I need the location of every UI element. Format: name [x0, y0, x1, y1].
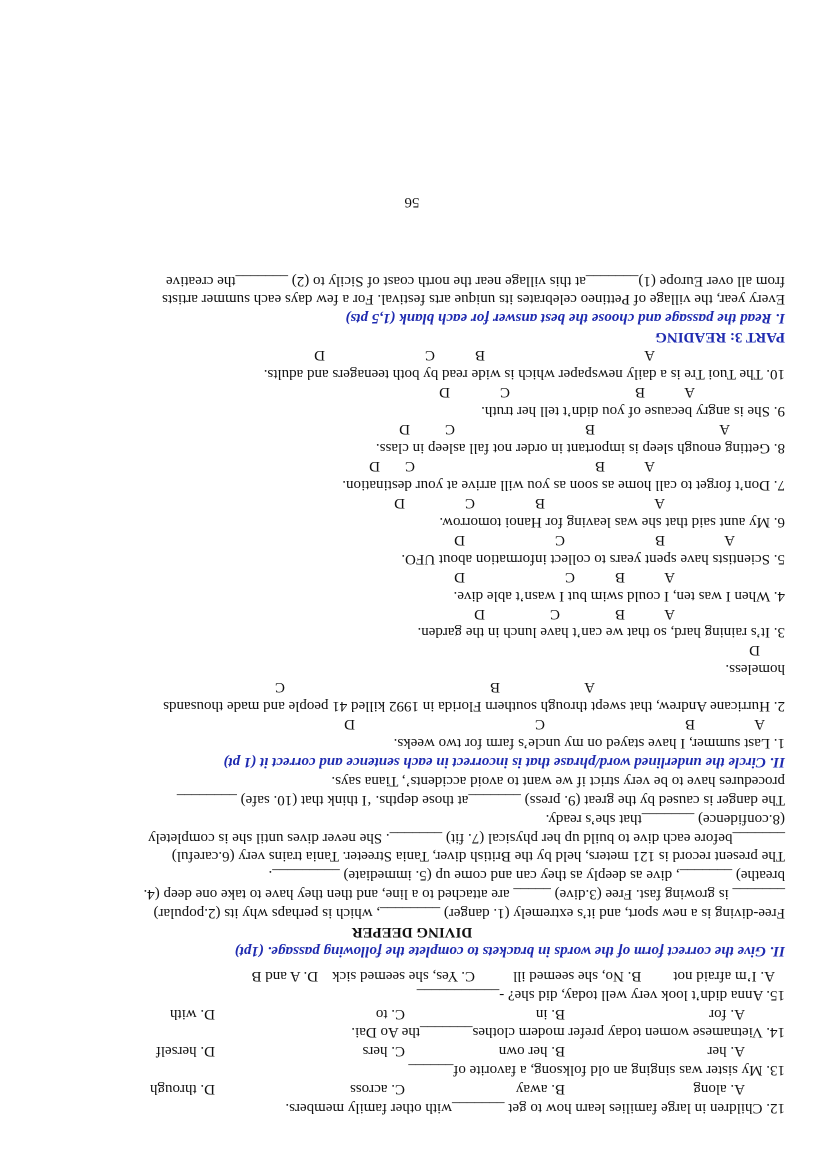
diving-passage — [39, 771, 785, 922]
letter: C — [549, 605, 560, 622]
error-sentence-8: 8. Getting enough sleep is important in order not fall asleep in class. — [375, 439, 785, 456]
letter: B — [634, 384, 645, 401]
letter: C — [444, 421, 455, 438]
letter: C — [464, 494, 475, 511]
letter: B — [474, 347, 485, 364]
passage-line: from all over Europe (1)_______at this village near the north coast of Sicily to (2) _______the creative — [166, 272, 785, 289]
letter: B — [594, 457, 605, 474]
question-13-options — [39, 1041, 785, 1060]
letter: C — [499, 384, 510, 401]
section-word-form-header: II. Give the correct form of the words in brackets to complete the following passage. (1pt) — [234, 942, 785, 959]
answer-letters — [39, 605, 785, 623]
error-sentence-10: 10. The Tuoi Tre is a daily newspaper which is wide read by both teenagers and adults. — [263, 366, 785, 383]
passage-line: (8.confidence) _______that she’s ready. — [545, 810, 785, 827]
question-14: 14. Vietnamese women today prefer modern clothes_______the Ao Dai. — [351, 1024, 785, 1041]
letter: D — [749, 642, 760, 659]
passage-title: DIVING DEEPER — [351, 923, 473, 940]
section-reading-header: I. Read the passage and choose the best answer for each blank (1,5 pts) — [345, 310, 785, 327]
letter: C — [534, 716, 545, 733]
letter: C — [424, 347, 435, 364]
passage-line: The present record is 121 meters, held by the British diver, Tania Streeter. Tania trains very (6.careful) — [171, 848, 785, 865]
letter: A — [664, 605, 675, 622]
answer-letters — [39, 678, 785, 696]
passage-line: _______ is growing fast. Free (3.dive) _____ are attached to a line, and then they have to take one deep (4. — [143, 886, 785, 903]
option: A. for — [709, 1005, 745, 1022]
question-13: 13. My sister was singing an old folksong, a favorite of______ — [408, 1062, 785, 1079]
section-error-header: II. Circle the underlined word/phrase that is incorrect in each sentence and correct it (1 pt) — [223, 753, 785, 770]
option: D. with — [170, 1005, 215, 1022]
option: D. A and B — [251, 967, 319, 984]
letter: D — [314, 347, 325, 364]
letter: D — [454, 531, 465, 548]
option: A. her — [707, 1043, 745, 1060]
error-sentence-6: 6. My aunt said that she was leaving for Hanoi tomorrow. — [439, 513, 785, 530]
answer-letters — [39, 457, 785, 475]
letter: A — [724, 531, 735, 548]
letter: A — [684, 384, 695, 401]
answer-letters — [39, 383, 785, 401]
error-sentence-1: 1. Last summer, I have stayed on my uncle’s farm for two weeks. — [393, 735, 785, 752]
option: C. across — [350, 1081, 405, 1098]
letter: D — [454, 568, 465, 585]
letter: B — [614, 605, 625, 622]
letter: D — [399, 421, 410, 438]
answer-letters — [39, 531, 785, 549]
option: B. her own — [498, 1043, 565, 1060]
passage-line: breathe) _______, dive as deeply as they can and come up (5. immediate) _________. — [268, 867, 785, 884]
option: B. in — [535, 1005, 565, 1022]
option: C. hers — [362, 1043, 405, 1060]
page-number: 56 — [404, 193, 420, 210]
answer-letters — [39, 715, 785, 733]
letter: A — [644, 457, 655, 474]
letter: B — [489, 679, 500, 696]
letter: C — [554, 531, 565, 548]
letter: D — [474, 605, 485, 622]
error-sentence-4: 4. When I was ten, I could swim but I wasn’t able dive. — [453, 587, 785, 604]
letter: A — [719, 421, 730, 438]
letter: A — [654, 494, 665, 511]
reading-passage — [39, 271, 785, 309]
letter: C — [274, 679, 285, 696]
option: A. I’m afraid not — [673, 967, 775, 984]
question-12-options — [39, 1079, 785, 1098]
letter: A — [754, 716, 765, 733]
answer-letters — [39, 420, 785, 438]
error-sentence-3: 3. It’s raining hard, so that we can’t have lunch in the garden. — [417, 624, 785, 641]
answer-letters — [39, 494, 785, 512]
error-sentence-9: 9. She is angry because of you didn’t tell her truth. — [481, 403, 785, 420]
letter: A — [664, 568, 675, 585]
letter: C — [564, 568, 575, 585]
error-sentence-7: 7. Don’t forget to call home as soon as you will arrive at your destination. — [342, 476, 785, 493]
answer-letters — [39, 641, 785, 659]
letter: B — [534, 494, 545, 511]
question-14-options — [39, 1004, 785, 1023]
letter: D — [394, 494, 405, 511]
question-15-options — [39, 966, 785, 985]
letter: A — [584, 679, 595, 696]
option: C. Yes, she seemed sick — [332, 967, 476, 984]
option: D. herself — [155, 1043, 215, 1060]
letter: D — [369, 457, 380, 474]
question-12: 12. Children in large families learn how to get _______with other family members. — [285, 1100, 785, 1116]
letter: D — [344, 716, 355, 733]
option: B. away — [515, 1081, 565, 1098]
passage-line: Free-diving is a new sport, and it’s extremely (1. danger) ________, which is perhaps why its (2.popular) — [153, 905, 785, 922]
option: B. No, she seemed ill — [513, 967, 642, 984]
error-sentence-5: 5. Scientists have spent years to collect information about UFO. — [401, 550, 785, 567]
passage-line: The danger is caused by the great (9. press) _______at those depths. ‘I think that (10. safe) ________ — [176, 791, 785, 808]
letter: D — [439, 384, 450, 401]
passage-line: procedures have to be very strict if we want to avoid accidents’, Tiana says. — [331, 772, 785, 789]
error-sentence-2: 2. Hurricane Andrew, that swept through southern Florida in 1992 killed 41 people and made thousands — [163, 698, 785, 715]
letter: B — [584, 421, 595, 438]
letter: A — [644, 347, 655, 364]
letter: B — [684, 716, 695, 733]
letter: B — [654, 531, 665, 548]
passage-line: _______before each dive to build up her physical (7. fit) _______. She never dives until she is completely — [148, 829, 785, 846]
letter: B — [614, 568, 625, 585]
option: D. through — [150, 1081, 215, 1098]
answer-letters — [39, 568, 785, 586]
option: A. along — [693, 1081, 745, 1098]
letter: C — [404, 457, 415, 474]
passage-line: Every year, the village of Pettineo celebrates its unique arts festival. For a few days each summer artists — [162, 291, 785, 308]
option: C. to — [375, 1005, 405, 1022]
error-sentence-2-cont: homeless. — [725, 661, 785, 678]
page-content — [39, 192, 785, 1117]
answer-letters — [39, 346, 785, 364]
part-3-title: PART 3: READING — [655, 329, 785, 346]
question-15: 15. Anna didn’t look very well today, did she? -___________ — [416, 986, 785, 1003]
